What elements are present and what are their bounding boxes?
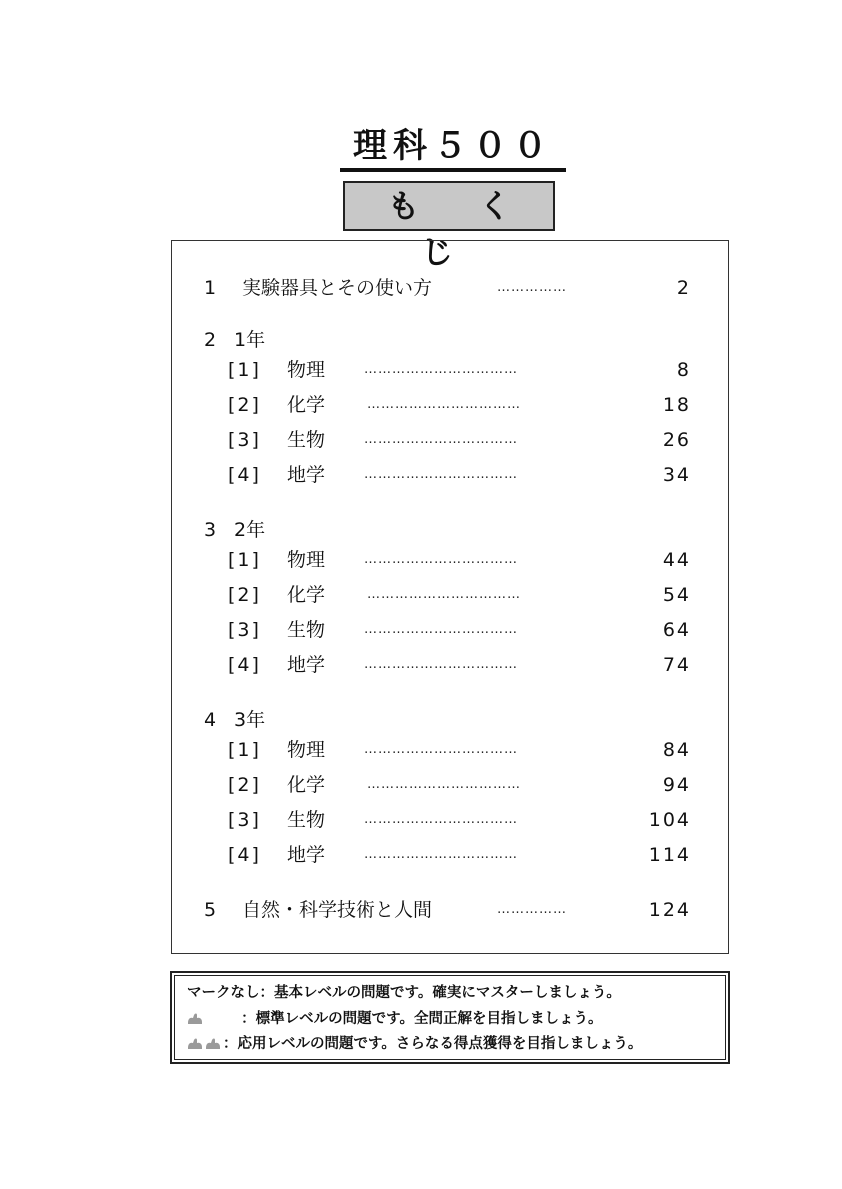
- entry-number: 5: [204, 899, 217, 921]
- flexed-arm-icon: [187, 1038, 203, 1050]
- section-heading: [172, 325, 730, 355]
- item-name: 化学: [287, 584, 326, 606]
- item-bracket: [3]: [228, 429, 261, 451]
- toc-entry[interactable]: [172, 770, 730, 800]
- item-name: 生物: [287, 429, 326, 451]
- page-number: 104: [648, 809, 691, 831]
- section-name: 2年: [234, 519, 266, 541]
- item-bracket: [1]: [228, 359, 261, 381]
- page-number: 34: [662, 464, 691, 486]
- item-bracket: [4]: [228, 654, 261, 676]
- toc-entry[interactable]: [172, 580, 730, 610]
- legend-advanced: [187, 1033, 642, 1055]
- toc-entry[interactable]: [172, 273, 730, 303]
- item-bracket: [3]: [228, 809, 261, 831]
- leader-dots: ……………………………: [364, 847, 518, 862]
- page-number: 26: [662, 429, 691, 451]
- difficulty-legend: [170, 971, 730, 1064]
- toc-entry[interactable]: [172, 735, 730, 765]
- toc-entry[interactable]: [172, 425, 730, 455]
- page-number: 44: [662, 549, 691, 571]
- leader-dots: ……………………………: [364, 362, 518, 377]
- item-name: 物理: [287, 549, 326, 571]
- toc-entry[interactable]: [172, 355, 730, 385]
- toc-entry[interactable]: [172, 895, 730, 925]
- item-bracket: [2]: [228, 394, 261, 416]
- item-bracket: [2]: [228, 584, 261, 606]
- item-name: 化学: [287, 774, 326, 796]
- legend-basic: マークなし：基本レベルの問題です。確実にマスターしましょう。: [187, 985, 621, 1001]
- page-number: 74: [662, 654, 691, 676]
- page-number: 8: [676, 359, 691, 381]
- page-number: 114: [648, 844, 691, 866]
- item-bracket: [4]: [228, 844, 261, 866]
- section-heading: [172, 705, 730, 735]
- toc-entry[interactable]: [172, 545, 730, 575]
- item-bracket: [2]: [228, 774, 261, 796]
- section-heading: [172, 515, 730, 545]
- page-number: 94: [662, 774, 691, 796]
- toc-entry[interactable]: [172, 460, 730, 490]
- item-name: 化学: [287, 394, 326, 416]
- leader-dots: ……………………………: [367, 777, 521, 792]
- leader-dots: ……………………………: [364, 812, 518, 827]
- item-name: 生物: [287, 809, 326, 831]
- leader-dots: ……………………………: [364, 467, 518, 482]
- item-name: 物理: [287, 739, 326, 761]
- toc-entry[interactable]: [172, 390, 730, 420]
- table-of-contents: [171, 240, 729, 954]
- item-name: 地学: [287, 844, 326, 866]
- item-name: 生物: [287, 619, 326, 641]
- leader-dots: ……………………………: [364, 622, 518, 637]
- toc-entry[interactable]: [172, 615, 730, 645]
- leader-dots: ……………………………: [364, 742, 518, 757]
- legend-advanced-text: ：応用レベルの問題です。さらなる得点獲得を目指しましょう。: [223, 1036, 643, 1052]
- item-bracket: [4]: [228, 464, 261, 486]
- leader-dots: ……………………………: [364, 657, 518, 672]
- page-number: 64: [662, 619, 691, 641]
- toc-heading: も く じ: [343, 181, 555, 231]
- page-number: 2: [676, 277, 691, 299]
- flexed-arm-icon: [187, 1013, 203, 1025]
- item-name: 地学: [287, 464, 326, 486]
- item-name: 物理: [287, 359, 326, 381]
- item-bracket: [3]: [228, 619, 261, 641]
- leader-dots: ……………………………: [367, 397, 521, 412]
- section-name: 1年: [234, 329, 266, 351]
- section-number: 3: [204, 519, 217, 541]
- toc-entry[interactable]: [172, 805, 730, 835]
- entry-label: 自然・科学技術と人間: [242, 899, 433, 921]
- item-bracket: [1]: [228, 549, 261, 571]
- leader-dots: ……………………………: [364, 552, 518, 567]
- legend-standard-text: ：標準レベルの問題です。全問正解を目指しましょう。: [241, 1011, 603, 1027]
- item-bracket: [1]: [228, 739, 261, 761]
- section-number: 2: [204, 329, 217, 351]
- section-number: 4: [204, 709, 217, 731]
- leader-dots: ……………: [497, 902, 567, 917]
- page-number: 124: [648, 899, 691, 921]
- page-title: 理科５００: [340, 124, 566, 172]
- entry-label: 実験器具とその使い方: [242, 277, 433, 299]
- toc-entry[interactable]: [172, 840, 730, 870]
- leader-dots: ……………………………: [367, 587, 521, 602]
- leader-dots: ……………………………: [364, 432, 518, 447]
- page-number: 54: [662, 584, 691, 606]
- page-number: 84: [662, 739, 691, 761]
- leader-dots: ……………: [497, 280, 567, 295]
- item-name: 地学: [287, 654, 326, 676]
- entry-number: 1: [204, 277, 217, 299]
- flexed-arm-icon: [205, 1038, 221, 1050]
- page-number: 18: [662, 394, 691, 416]
- legend-standard: [187, 1008, 602, 1030]
- section-name: 3年: [234, 709, 266, 731]
- toc-entry[interactable]: [172, 650, 730, 680]
